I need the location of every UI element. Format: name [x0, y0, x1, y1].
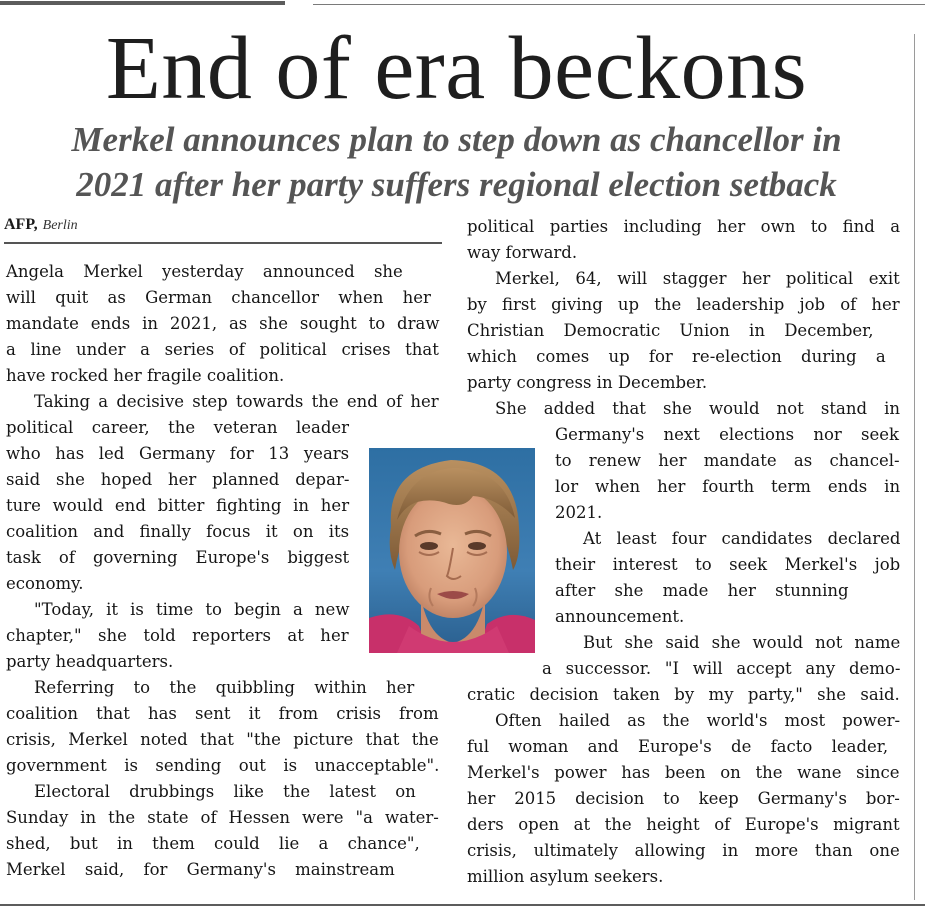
- right-line-15: after she made her stunning: [555, 581, 849, 600]
- headline: End of era beckons: [105, 19, 808, 118]
- top-rule-thin: [313, 4, 925, 5]
- merkel-photo: [369, 448, 535, 653]
- left-line-23: shed, but in them could lie a chance",: [6, 834, 420, 853]
- left-line-15: chapter," she told reporters at her: [6, 626, 349, 645]
- right-line-24: ders open at the height of Europe's migrant: [467, 815, 900, 834]
- left-line-20: government is sending out is unacceptable".: [6, 756, 440, 775]
- right-line-16: announcement.: [555, 607, 685, 626]
- left-line-8: who has led Germany for 13 years: [6, 444, 350, 463]
- byline: [4, 214, 78, 236]
- right-line-10: to renew her mandate as chancel-: [555, 451, 900, 470]
- right-line-1: political parties including her own to find a: [467, 217, 901, 236]
- right-line-13: At least four candidates declared: [583, 529, 901, 548]
- left-line-17: Referring to the quibbling within her: [34, 678, 415, 697]
- left-line-10: ture would end bitter fighting in her: [6, 496, 350, 515]
- byline-agency: AFP: [4, 216, 34, 233]
- right-line-11: lor when her fourth term ends in: [555, 477, 901, 496]
- left-line-5: have rocked her fragile coalition.: [6, 366, 285, 385]
- merkel-portrait-illustration: [369, 448, 535, 653]
- left-line-6: Taking a decisive step towards the end of her: [34, 392, 439, 411]
- left-line-14: "Today, it is time to begin a new: [34, 600, 350, 619]
- right-line-8: She added that she would not stand in: [495, 399, 901, 418]
- left-line-4: a line under a series of political crises that: [6, 340, 439, 359]
- deck-line-1: Merkel announces plan to step down as chancellor in: [71, 120, 842, 159]
- left-line-12: task of governing Europe's biggest: [6, 548, 350, 567]
- byline-separator: ,: [33, 216, 38, 233]
- deck-line-2: 2021 after her party suffers regional election setback: [76, 165, 837, 204]
- right-line-26: million asylum seekers.: [467, 867, 664, 886]
- right-line-23: her 2015 decision to keep Germany's bor-: [467, 789, 900, 808]
- bottom-rule: [0, 904, 925, 906]
- byline-place: Berlin: [42, 218, 78, 233]
- right-column-rule: [914, 34, 915, 900]
- left-line-19: crisis, Merkel noted that "the picture that the: [6, 730, 439, 749]
- top-rule-thick: [0, 1, 285, 5]
- left-line-18: coalition that has sent it from crisis from: [6, 704, 439, 723]
- right-line-18: a successor. "I will accept any demo-: [542, 659, 901, 678]
- left-line-13: economy.: [6, 574, 84, 593]
- left-line-7: political career, the veteran leader: [6, 418, 350, 437]
- byline-rule: [4, 242, 442, 244]
- right-line-3: Merkel, 64, will stagger her political exit: [495, 269, 900, 288]
- left-line-11: coalition and finally focus it on its: [6, 522, 350, 541]
- right-line-20: Often hailed as the world's most power-: [495, 711, 901, 730]
- right-line-2: way forward.: [467, 243, 578, 262]
- right-line-5: Christian Democratic Union in December,: [467, 321, 874, 340]
- right-line-7: party congress in December.: [467, 373, 708, 392]
- right-line-17: But she said she would not name: [583, 633, 901, 652]
- right-line-9: Germany's next elections nor seek: [555, 425, 900, 444]
- left-line-16: party headquarters.: [6, 652, 174, 671]
- left-line-3: mandate ends in 2021, as she sought to draw: [6, 314, 440, 333]
- left-line-22: Sunday in the state of Hessen were "a water-: [6, 808, 439, 827]
- right-line-21: ful woman and Europe's de facto leader,: [467, 737, 889, 756]
- deck: [0, 117, 913, 207]
- right-line-12: 2021.: [555, 503, 603, 522]
- left-line-2: will quit as German chancellor when her: [6, 288, 431, 307]
- left-line-9: said she hoped her planned depar-: [6, 470, 350, 489]
- left-line-24: Merkel said, for Germany's mainstream: [6, 860, 395, 879]
- right-line-25: crisis, ultimately allowing in more than one: [467, 841, 900, 860]
- left-line-1: Angela Merkel yesterday announced she: [6, 262, 403, 281]
- right-line-14: their interest to seek Merkel's job: [555, 555, 901, 574]
- right-line-4: by first giving up the leadership job of her: [467, 295, 900, 314]
- right-line-19: cratic decision taken by my party," she said.: [467, 685, 900, 704]
- right-line-22: Merkel's power has been on the wane since: [467, 763, 900, 782]
- left-line-21: Electoral drubbings like the latest on: [34, 782, 416, 801]
- right-line-6: which comes up for re-election during a: [467, 347, 886, 366]
